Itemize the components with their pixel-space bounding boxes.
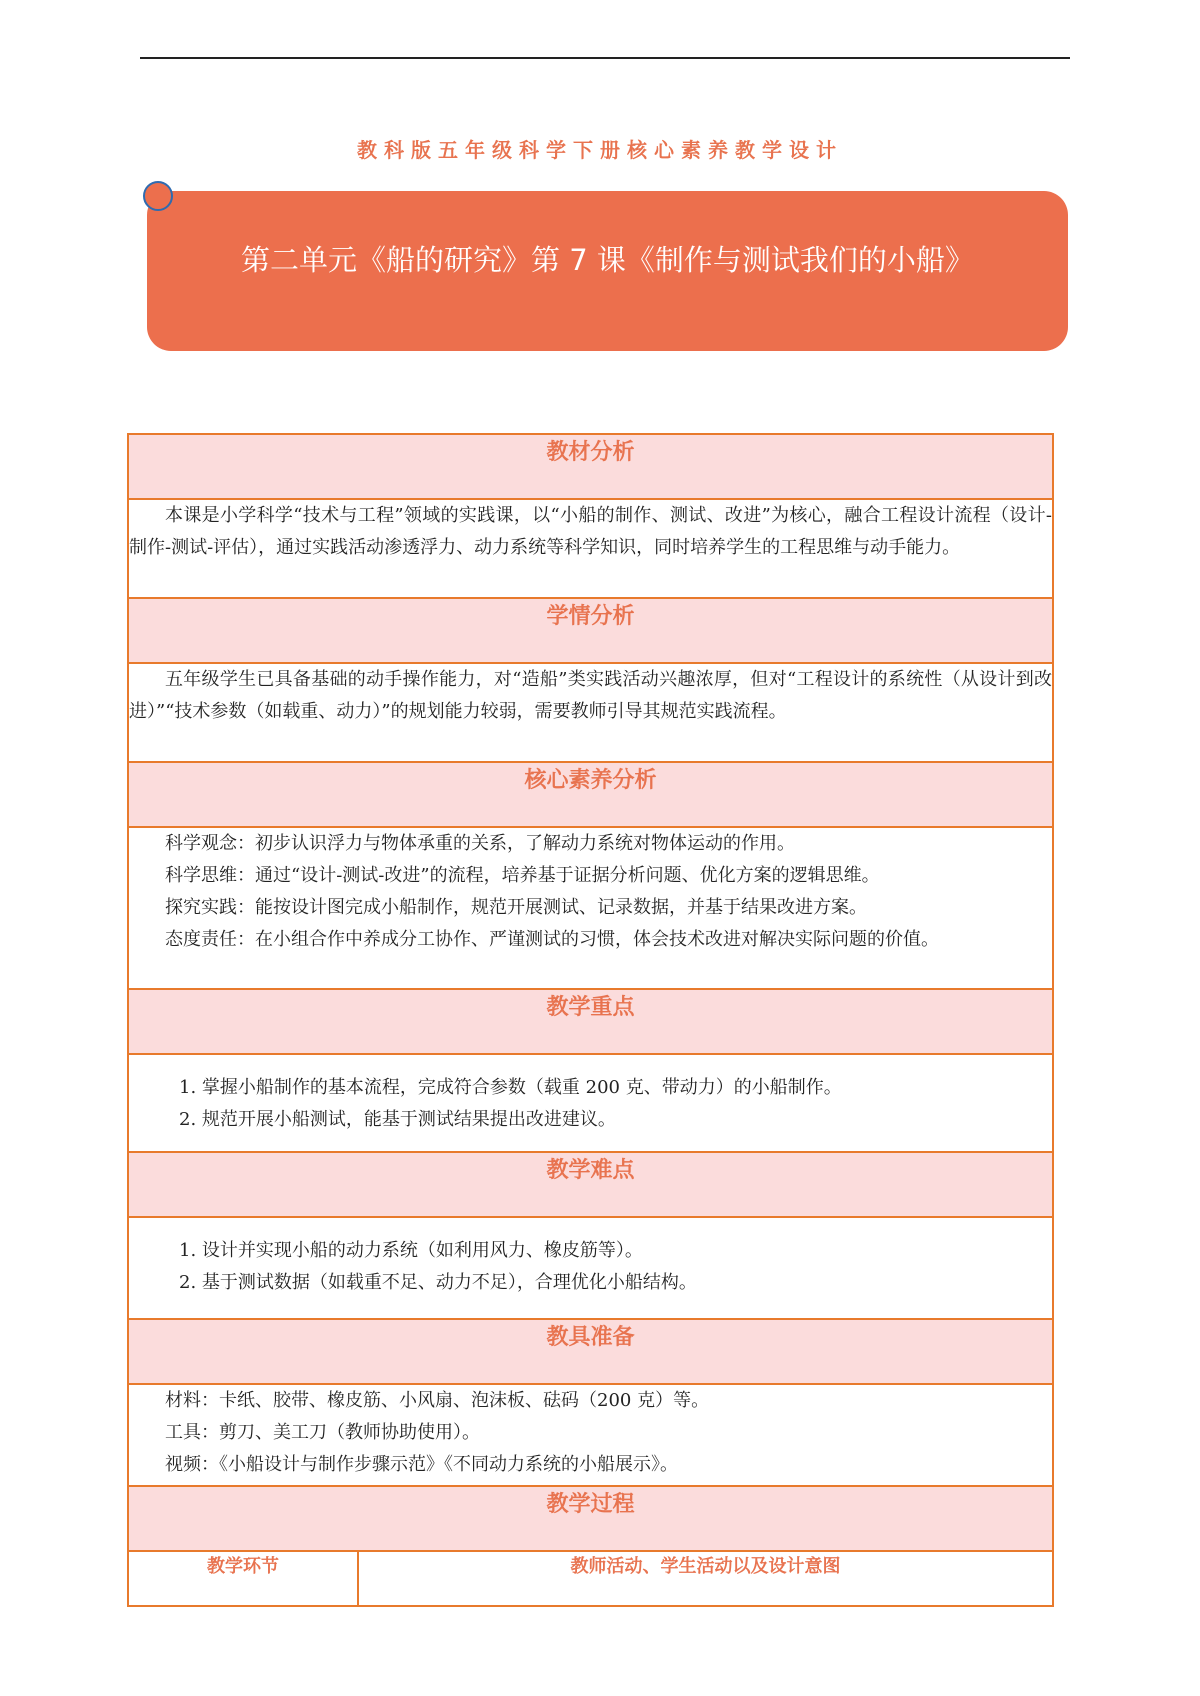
difficulty-item: 1. 设计并实现小船的动力系统（如利用风力、橡皮筋等）。: [179, 1240, 643, 1261]
material-analysis-text: 本课是小学科学“技术与工程”领域的实践课，以“小船的制作、测试、改进”为核心，融合工程设计流程（设计-制作-测试-评估），通过实践活动渗透浮力、动力系统等科学知识，同时培养学生的工程思维与动手能力。: [129, 505, 1053, 558]
core-literacy-item: 探究实践：能按设计图完成小船制作，规范开展测试、记录数据，并基于结果改进方案。: [165, 897, 867, 918]
section-heading-key-points: 教学重点: [128, 989, 1053, 1054]
section-body-key-points: [128, 1054, 1053, 1152]
top-rule: [140, 57, 1070, 59]
section-body-material-analysis: [128, 499, 1053, 598]
student-analysis-text: 五年级学生已具备基础的动手操作能力，对“造船”类实践活动兴趣浓厚，但对“工程设计的系统性（从设计到改进）”“技术参数（如载重、动力）”的规划能力较弱，需要教师引导其规范实践流程。: [129, 669, 1053, 722]
lesson-plan-table: [127, 433, 1054, 1607]
series-title: 教科版五年级科学下册核心素养教学设计: [357, 138, 843, 162]
section-body-student-analysis: [128, 663, 1053, 762]
section-heading-material-analysis: 教材分析: [128, 434, 1053, 499]
column-header-stage: 教学环节: [128, 1551, 358, 1606]
section-heading-core-literacy: 核心素养分析: [128, 762, 1053, 827]
section-body-materials: [128, 1384, 1053, 1486]
section-body-difficulties: [128, 1217, 1053, 1319]
section-heading-process: 教学过程: [128, 1486, 1053, 1551]
key-point-item: 2. 规范开展小船测试，能基于测试结果提出改进建议。: [179, 1109, 616, 1130]
section-heading-difficulties: 教学难点: [128, 1152, 1053, 1217]
core-literacy-item: 态度责任：在小组合作中养成分工协作、严谨测试的习惯，体会技术改进对解决实际问题的价值。: [165, 929, 939, 950]
material-item: 材料：卡纸、胶带、橡皮筋、小风扇、泡沫板、砝码（200 克）等。: [165, 1390, 710, 1411]
banner-circle-decoration: [143, 181, 173, 211]
difficulty-item: 2. 基于测试数据（如载重不足、动力不足），合理优化小船结构。: [179, 1272, 697, 1293]
column-header-activities: 教师活动、学生活动以及设计意图: [358, 1551, 1053, 1606]
key-point-item: 1. 掌握小船制作的基本流程，完成符合参数（载重 200 克、带动力）的小船制作。: [179, 1077, 842, 1098]
section-heading-materials: 教具准备: [128, 1319, 1053, 1384]
material-item: 视频：《小船设计与制作步骤示范》《不同动力系统的小船展示》。: [165, 1454, 678, 1475]
material-item: 工具：剪刀、美工刀（教师协助使用）。: [165, 1422, 480, 1443]
core-literacy-item: 科学思维：通过“设计-测试-改进”的流程，培养基于证据分析问题、优化方案的逻辑思维。: [165, 865, 880, 886]
section-heading-student-analysis: 学情分析: [128, 598, 1053, 663]
core-literacy-item: 科学观念：初步认识浮力与物体承重的关系，了解动力系统对物体运动的作用。: [165, 833, 795, 854]
section-body-core-literacy: [128, 827, 1053, 989]
lesson-title: 第二单元《船的研究》第 7 课《制作与测试我们的小船》: [241, 243, 974, 277]
